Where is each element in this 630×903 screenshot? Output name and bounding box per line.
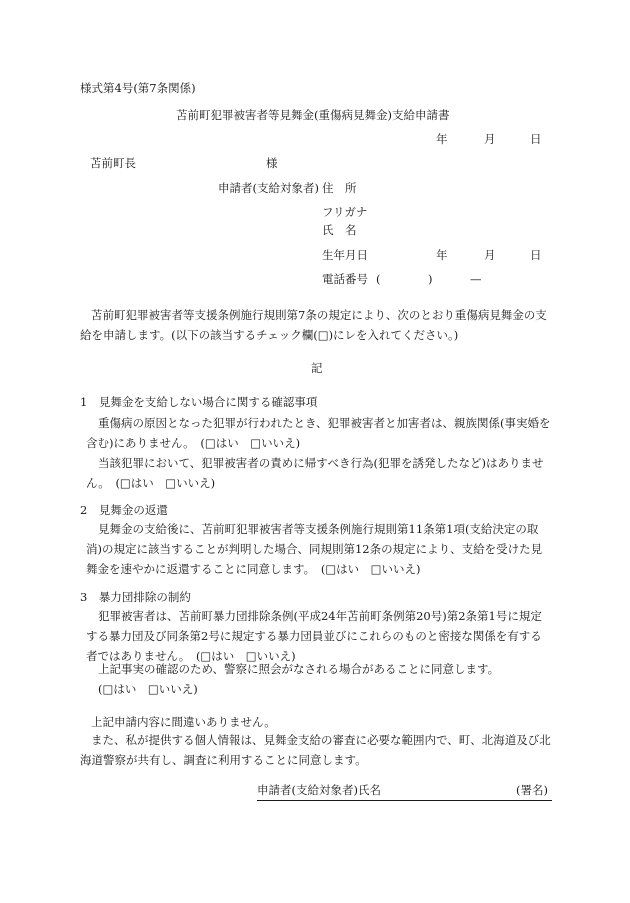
form-number: 様式第4号(第7条関係) (80, 81, 196, 95)
phone-label: 電話番号 (322, 272, 368, 286)
birth-year: 年 (436, 248, 448, 262)
birthdate-label: 生年月日 (322, 248, 368, 262)
ki-mark: 記 (311, 361, 323, 375)
address-label: 住 所 (322, 181, 357, 195)
phone-close: ) (428, 272, 433, 286)
section-2-heading: 2 見舞金の返還 (80, 503, 168, 517)
birth-day: 日 (530, 248, 542, 262)
signature-label: 申請者(支給対象者)氏名 (257, 783, 381, 797)
birth-month: 月 (484, 248, 496, 262)
section-2-item-1: 見舞金の支給後に、苫前町犯罪被害者等支援条例施行規則第11条第1項(支給決定の取消)の規定に該当することが判明した場合、同規則第12条の規定により、支給を受けた見舞金を速やかに返還することに同意します。 (□はい □いいえ) (86, 522, 543, 576)
phone-dash: — (470, 272, 482, 286)
date-day: 日 (530, 132, 542, 146)
date-month: 月 (484, 132, 496, 146)
intro-paragraph: 苫前町犯罪被害者等支援条例施行規則第7条の規定により、次のとおり重傷病見舞金の支給を申請します。(以下の該当するチェック欄(□)にレを入れてください。) (80, 308, 547, 342)
signature-line (257, 800, 552, 801)
applicant-label: 申請者(支給対象者) (218, 181, 319, 195)
section-3-item-3: (□はい □いいえ) (98, 682, 198, 696)
section-3-item-1: 犯罪被害者は、苫前町暴力団排除条例(平成24年苫前町条例第20号)第2条第1号に規定する暴力団及び同条第2号に規定する暴力団員並びにこれらのものと密接な関係を有する者ではありません。 (□はい □いいえ) (86, 609, 542, 663)
page-title: 苫前町犯罪被害者等見舞金(重傷病見舞金)支給申請書 (176, 108, 450, 122)
section-1-heading: 1 見舞金を支給しない場合に関する確認事項 (80, 395, 318, 409)
phone-open: ( (376, 272, 381, 286)
section-1-item-1: 重傷病の原因となった犯罪が行われたとき、犯罪被害者と加害者は、親族関係(事実婚を含む)にありません。 (□はい □いいえ) (86, 416, 551, 450)
addressee-name: 苫前町長 (90, 156, 136, 170)
signature-seal: (署名) (516, 783, 548, 797)
closing-line-2: また、私が提供する個人情報は、見舞金支給の審査に必要な範囲内で、町、北海道及び北海道警察が共有し、調査に利用することに同意します。 (80, 733, 551, 767)
date-year: 年 (436, 132, 448, 146)
section-1-item-2: 当該犯罪において、犯罪被害者の責めに帰すべき行為(犯罪を誘発したなど)はありません。 (□はい □いいえ) (86, 456, 544, 490)
closing-line-1: 上記申請内容に間違いありません。 (91, 715, 276, 729)
addressee-honorific: 様 (266, 156, 278, 170)
section-3-heading: 3 暴力団排除の制約 (80, 590, 191, 604)
furigana-label: フリガナ (322, 205, 368, 219)
section-3-item-2: 上記事実の確認のため、警察に照会がなされる場合があることに同意します。 (98, 662, 500, 676)
name-label: 氏 名 (322, 223, 357, 237)
